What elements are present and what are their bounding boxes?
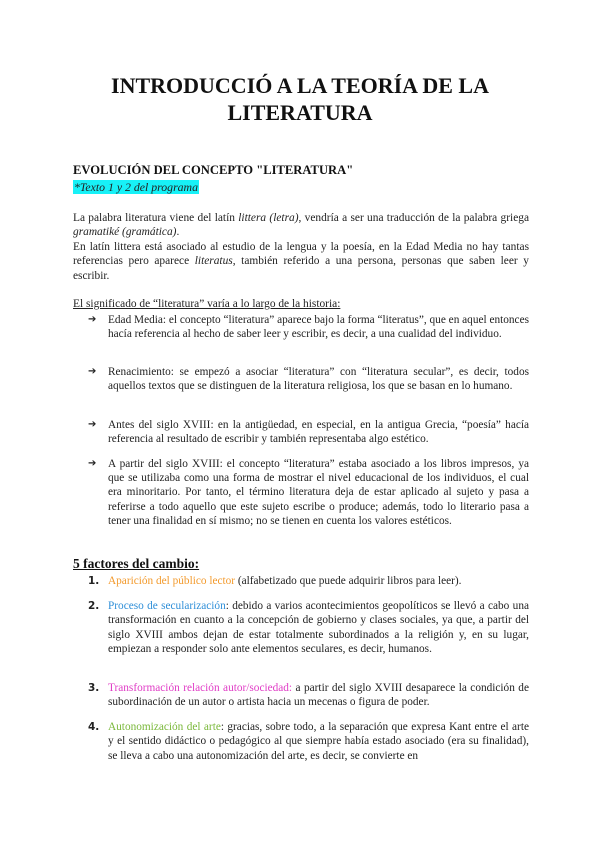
paragraph-latin (73, 240, 529, 283)
factor-number: 4. (88, 721, 100, 733)
para2-term-literatus: literatus (194, 255, 233, 268)
bullet-text: Edad Media: el concepto “literatura” aparece bajo la forma “literatus”, que en aquel entonces hacía referencia al hecho de saber leer y escribir, es decir, a una cualidad del individuo. (108, 314, 529, 341)
factor-item (88, 574, 529, 588)
para1-term-littera: littera (letra) (238, 212, 299, 224)
bullet-text: Antes del siglo XVIII: en la antigüedad, en especial, en la antigua Grecia, “poesía” hacía referencia al resultado de escribir y también representaba algo estético. (108, 419, 529, 446)
arrow-bullet-icon: ➔ (88, 314, 97, 325)
bullet-item (88, 418, 529, 446)
bullet-text: Renacimiento: se empezó a asociar “literatura” con “literatura secular”, es decir, todos aquellos textos que se distinguen de la literatura religiosa, los que se basan en lo humano. (108, 366, 529, 393)
bullet-item (88, 365, 529, 393)
factor-number: 2. (88, 600, 100, 612)
highlighted-note: *Texto 1 y 2 del programa (74, 180, 198, 194)
para1-term-gramatike: gramatiké (gramática) (73, 226, 177, 239)
arrow-bullet-icon: ➔ (88, 419, 97, 430)
factor-item (88, 720, 529, 763)
page-title: INTRODUCCIÓ A LA TEORÍA DE LA LITERATURA (111, 73, 489, 125)
para1-text-c: , vendría a ser una traducción de la palabra griega (298, 212, 530, 224)
factor-item (88, 681, 529, 710)
factor-text: a partir del siglo XVIII desaparece la condición de subordinación de un autor o artista hacia un mecenas o figura de poder. (108, 682, 529, 709)
bullet-text: A partir del siglo XVIII: el concepto “literatura” estaba asociado a los libros impresos, ya que se utilizaba como una forma de mostrar el nivel educacional de los individuos, el cual era minoritario. Por tanto, el término literatura deja de estar aplicado al sujeto y pasa a referirse a todo aquello que este sujeto escribe o produce; además, todo lo literario pasa a tener una finalidad en sí mismo; no se tienen en cuenta los valores estéticos. (108, 458, 529, 527)
arrow-bullet-icon: ➔ (88, 458, 97, 469)
subheading-meaning: El significado de “literatura” varía a lo largo de la historia: (73, 298, 341, 310)
para2-text-a: En latín littera está asociado al estudio de la lengua y la poesía, en la Edad Media no hay tantas referencias pero aparece (73, 241, 529, 268)
section-heading: EVOLUCIÓN DEL CONCEPTO "LITERATURA" (73, 163, 354, 177)
bullet-item (88, 313, 529, 341)
factor-item (88, 599, 529, 656)
arrow-bullet-icon: ➔ (88, 366, 97, 377)
paragraph-etymology (73, 211, 529, 240)
factor-number: 1. (88, 575, 100, 587)
factor-label: Autonomización del arte (108, 721, 221, 733)
para1-text-e: . (176, 226, 180, 239)
factor-label: Proceso de secularización (108, 600, 226, 612)
para1-text-a: La palabra literatura viene del latín (73, 212, 239, 224)
factors-heading: 5 factores del cambio: (73, 556, 200, 571)
factor-text: : debido a varios acontecimientos geopolíticos se llevó a cabo una transformación en cuanto a la concepción de gobierno y clases sociales, ya que, a partir del siglo XVIII ambos dejan de estar totalmente subordinados a la religión y, en su lugar, empiezan a responder solo ante elementos seculares, es decir, humanos. (108, 600, 529, 655)
factor-text: (alfabetizado que puede adquirir libros para leer). (235, 575, 462, 587)
factor-number: 3. (88, 682, 100, 694)
factor-text: : gracias, sobre todo, a la separación que expresa Kant entre el arte y el sentido didáctico o pedagógico al que siempre había estado asociado (era su finalidad), se lleva a cabo una autonomización del arte, es decir, se convierte en (108, 721, 529, 762)
para2-text-c: , también referido a una persona, personas que saben leer y escribir. (73, 255, 529, 282)
factor-label: Aparición del público lector (108, 575, 236, 587)
factor-label: Transformación relación autor/sociedad: (108, 682, 293, 694)
bullet-item (88, 457, 529, 528)
